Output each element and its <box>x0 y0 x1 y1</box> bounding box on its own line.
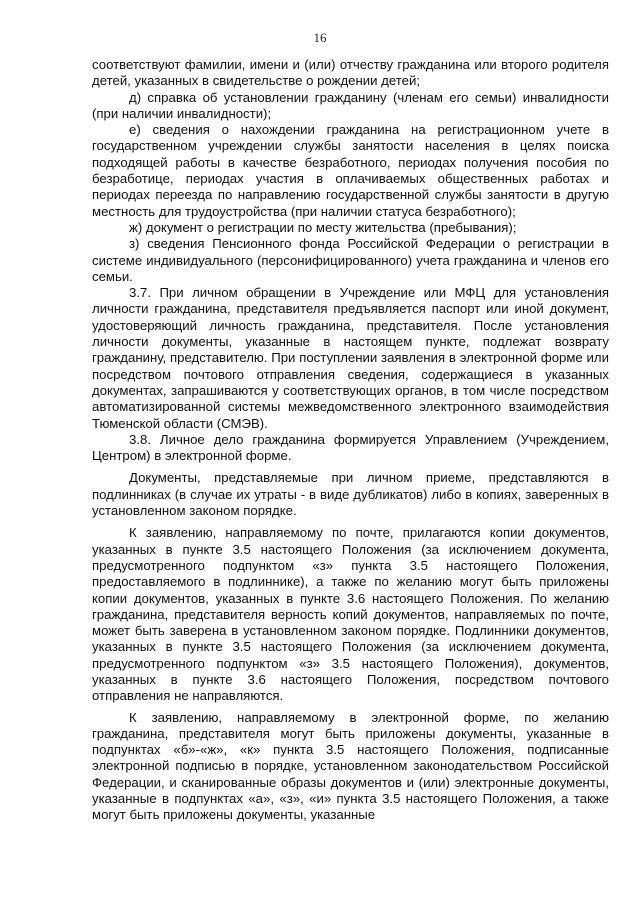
paragraph-continuation: соответствуют фамилии, имени и (или) отчеству гражданина или второго родителя детей, указанных в свидетельстве о рождении детей; <box>92 57 609 89</box>
paragraph-item-z: з) сведения Пенсионного фонда Российской Федерации о регистрации в системе индивидуального (персонифицированного) учета гражданина и членов его семьи. <box>92 236 609 284</box>
paragraph-documents-in-person: Документы, представляемые при личном приеме, представляются в подлинниках (в случае их утраты - в виде дубликатов) либо в копиях, заверенных в установленном законом порядке. <box>92 470 609 519</box>
paragraph-postal-application: К заявлению, направляемому по почте, прилагаются копии документов, указанных в пункте 3.5 настоящего Положения (за исключением документа, предусмотренного подпунктом «з» пункта 3.5 настоящего Положения, предоставляемого в подлиннике), а также по желанию могут быть приложены копии документов, указанных в пункте 3.6 настоящего Положения. По желанию гражданина, представителя верность копий документов, направляемых по почте, может быть заверена в установленном законом порядке. Подлинники документов, указанных в пункте 3.5 настоящего Положения (за исключением документа, предусмотренного подпунктом «з» 3.5 настоящего Положения), документов, указанных в пункте 3.6 настоящего Положения, посредством почтового отправления не направляются. <box>92 525 609 704</box>
page-number: 16 <box>313 30 327 45</box>
paragraph-item-zh: ж) документ о регистрации по месту жительства (пребывания); <box>129 219 517 235</box>
paragraph-item-e: е) сведения о нахождении гражданина на регистрационном учете в государственном учреждении службы занятости населения в целях поиска подходящей работы в качестве безработного, периодах получения пособия по безработице, периодах участия в оплачиваемых общественных работах и периодах переезда по направлению государственной службы занятости в другую местность для трудоустройства (при наличии статуса безработного); <box>92 122 609 219</box>
paragraph-electronic-application: К заявлению, направляемому в электронной форме, по желанию гражданина, представителя могут быть приложены документы, указанные в подпунктах «б»-«ж», «к» пункта 3.5 настоящего Положения, подписанные электронной подписью в порядке, установленном законодательством Российской Федерации, и сканированные образы документов и (или) электронные документы, указанные в подпунктах «а», «з», «и» пункта 3.5 настоящего Положения, а также могут быть приложены документы, указанные <box>92 709 609 823</box>
paragraph-3-7: 3.7. При личном обращении в Учреждение или МФЦ для установления личности гражданина, представителя предъявляется паспорт или иной документ, удостоверяющий личность гражданина, представителя. После установления личности документы, указанные в настоящем пункте, подлежат возврату гражданину, представителю. При поступлении заявления в электронной форме или посредством почтового отправления сведения, содержащиеся в указанных документах, запрашиваются у соответствующих органов, в том числе посредством автоматизированной системы межведомственного электронного взаимодействия Тюменской области (СМЭВ). <box>92 285 609 431</box>
paragraph-3-8: 3.8. Личное дело гражданина формируется Управлением (Учреждением, Центром) в электронной форме. <box>92 431 609 464</box>
paragraph-item-d: д) справка об установлении гражданину (членам его семьи) инвалидности (при наличии инвалидности); <box>92 89 609 121</box>
document-body <box>92 57 609 824</box>
